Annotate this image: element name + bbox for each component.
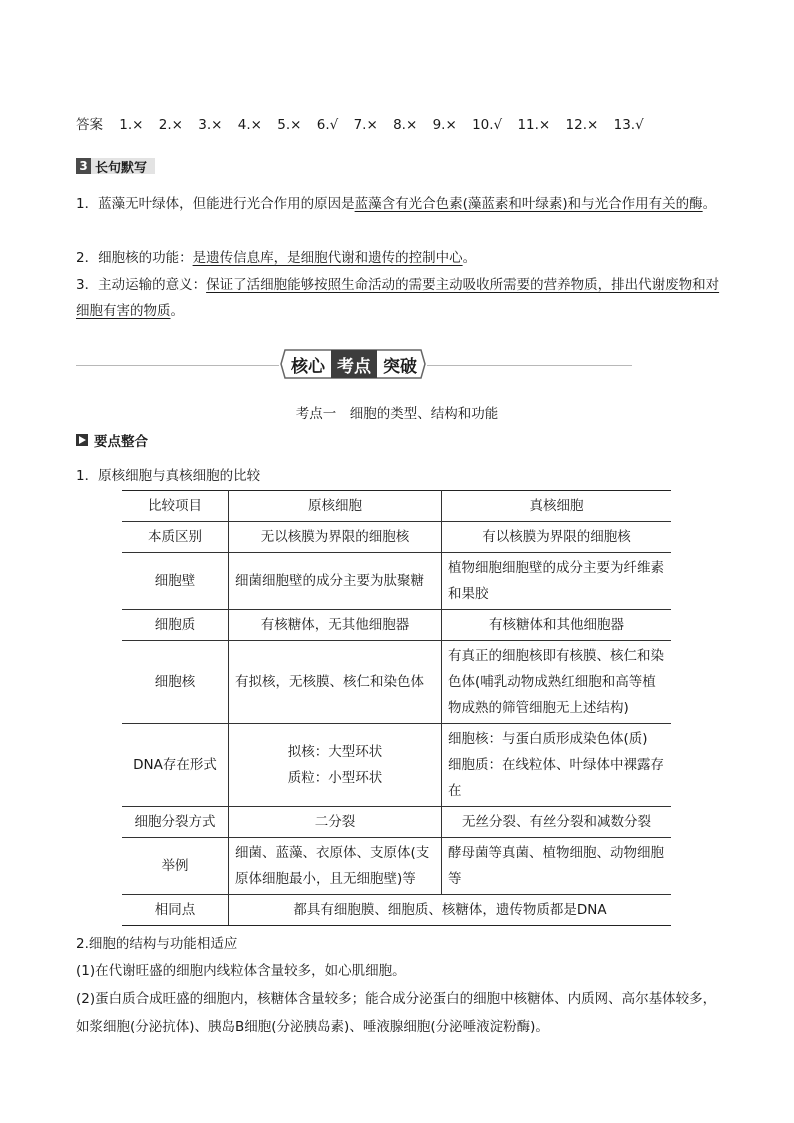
answer-item: 5.× (277, 117, 302, 133)
answer-line (76, 113, 655, 133)
table-cell-item: 本质区别 (122, 522, 229, 553)
sentence-prefix: 2．细胞核的功能： (76, 250, 193, 266)
answer-item: 4.× (237, 117, 262, 133)
section-title: 长句默写 (91, 158, 155, 174)
table-row (122, 895, 671, 926)
answer-label: 答案 (76, 117, 103, 133)
section-2-point-1: (1)在代谢旺盛的细胞内线粒体含量较多，如心肌细胞。 (76, 963, 406, 979)
sentence-prefix: 1．蓝藻无叶绿体，但能进行光合作用的原因是 (76, 196, 355, 212)
answer-item: 10.√ (472, 117, 503, 133)
section-2-title: 2.细胞的结构与功能相适应 (76, 936, 238, 952)
table-cell-item: 相同点 (122, 895, 229, 926)
section-2-point-2: (2)蛋白质合成旺盛的细胞内，核糖体含量较多；能合成分泌蛋白的细胞中核糖体、内质网、高尔基体较多，如浆细胞(分泌抗体)、胰岛B细胞(分泌胰岛素)、唾液腺细胞(分泌唾液淀粉酶)。 (76, 991, 717, 1035)
answer-item: 11.× (517, 117, 551, 133)
table-cell-prokaryote: 有核糖体，无其他细胞器 (229, 610, 442, 641)
table-header-cell: 真核细胞 (442, 491, 672, 522)
table-cell-eukaryote: 酵母菌等真菌、植物细胞、动物细胞等 (442, 838, 672, 895)
banner-rule-left (76, 365, 279, 366)
table-cell-prokaryote (229, 724, 442, 807)
sentence-answer: 蓝藻含有光合色素(藻蓝素和叶绿素)和与光合作用有关的酶 (354, 196, 703, 212)
banner-part-3: 突破 (383, 356, 417, 377)
table-cell-prokaryote: 细菌、蓝藻、衣原体、支原体(支原体细胞最小，且无细胞壁)等 (229, 838, 442, 895)
answer-item: 7.× (353, 117, 378, 133)
topic-title: 考点一 细胞的类型、结构和功能 (295, 406, 499, 422)
sentence-item (76, 272, 720, 324)
sentence-suffix: 。 (170, 303, 184, 319)
comparison-table (122, 490, 671, 926)
table-header-row (122, 491, 671, 522)
key-points-heading (76, 430, 148, 450)
section-banner (279, 348, 427, 380)
table-cell-eukaryote: 植物细胞细胞壁的成分主要为纤维素和果胶 (442, 553, 672, 610)
sentence-answer: 是遗传信息库，是细胞代谢和遗传的控制中心 (192, 250, 463, 266)
eukaryote-dna-line: 细胞核：与蛋白质形成染色体(质) (448, 731, 648, 747)
table-header-cell: 原核细胞 (229, 491, 442, 522)
table-cell-item: 细胞核 (122, 641, 229, 724)
table-cell-common: 都具有细胞膜、细胞质、核糖体，遗传物质都是DNA (229, 895, 672, 926)
table-cell-prokaryote: 无以核膜为界限的细胞核 (229, 522, 442, 553)
play-triangle-icon (76, 434, 88, 446)
answer-item: 6.√ (316, 117, 339, 133)
sentence-item (76, 191, 720, 217)
table-cell-prokaryote: 二分裂 (229, 807, 442, 838)
banner-rule-right (427, 365, 632, 366)
key-points-label: 要点整合 (94, 434, 148, 450)
section-heading (76, 158, 155, 174)
banner-part-1: 核心 (291, 356, 325, 377)
answer-item: 13.√ (613, 117, 644, 133)
table-row (122, 553, 671, 610)
answer-item: 1.× (119, 117, 144, 133)
table-row (122, 641, 671, 724)
table-row (122, 610, 671, 641)
prokaryote-dna-line: 质粒：小型环状 (287, 770, 383, 786)
table-cell-eukaryote: 有以核膜为界限的细胞核 (442, 522, 672, 553)
sentence-suffix: 。 (702, 196, 717, 212)
section-number-badge: 3 (76, 158, 91, 174)
prokaryote-dna-line: 拟核：大型环状 (287, 744, 383, 760)
answer-item: 3.× (198, 117, 223, 133)
banner-part-2: 考点 (337, 356, 371, 377)
table-cell-prokaryote: 细菌细胞壁的成分主要为肽聚糖 (229, 553, 442, 610)
table-title: 1．原核细胞与真核细胞的比较 (76, 468, 261, 484)
sentence-answer: 保证了活细胞能够按照生命活动的需要主动吸收所需要的营养物质，排出代谢废物和对细胞有害的物质 (76, 277, 720, 319)
table-cell-eukaryote: 无丝分裂、有丝分裂和减数分裂 (442, 807, 672, 838)
table-cell-prokaryote: 有拟核，无核膜、核仁和染色体 (229, 641, 442, 724)
table-row (122, 807, 671, 838)
eukaryote-dna-line: 细胞质：在线粒体、叶绿体中裸露存在 (448, 757, 664, 799)
answer-item: 9.× (432, 117, 457, 133)
table-cell-eukaryote: 有核糖体和其他细胞器 (442, 610, 672, 641)
table-row (122, 522, 671, 553)
table-cell-item: DNA存在形式 (122, 724, 229, 807)
table-cell-item: 举例 (122, 838, 229, 895)
table-header-cell: 比较项目 (122, 491, 229, 522)
table-cell-item: 细胞壁 (122, 553, 229, 610)
answer-item: 8.× (393, 117, 418, 133)
table-cell-item: 细胞分裂方式 (122, 807, 229, 838)
answer-item: 2.× (158, 117, 183, 133)
table-cell-eukaryote (442, 724, 672, 807)
answer-item: 12.× (565, 117, 599, 133)
table-cell-eukaryote: 有真正的细胞核即有核膜、核仁和染色体(哺乳动物成熟红细胞和高等植物成熟的筛管细胞无上述结构) (442, 641, 672, 724)
table-cell-item: 细胞质 (122, 610, 229, 641)
table-row (122, 838, 671, 895)
sentence-prefix: 3．主动运输的意义： (76, 277, 207, 293)
table-row (122, 724, 671, 807)
sentence-item (76, 245, 720, 271)
sentence-suffix: 。 (462, 250, 477, 266)
